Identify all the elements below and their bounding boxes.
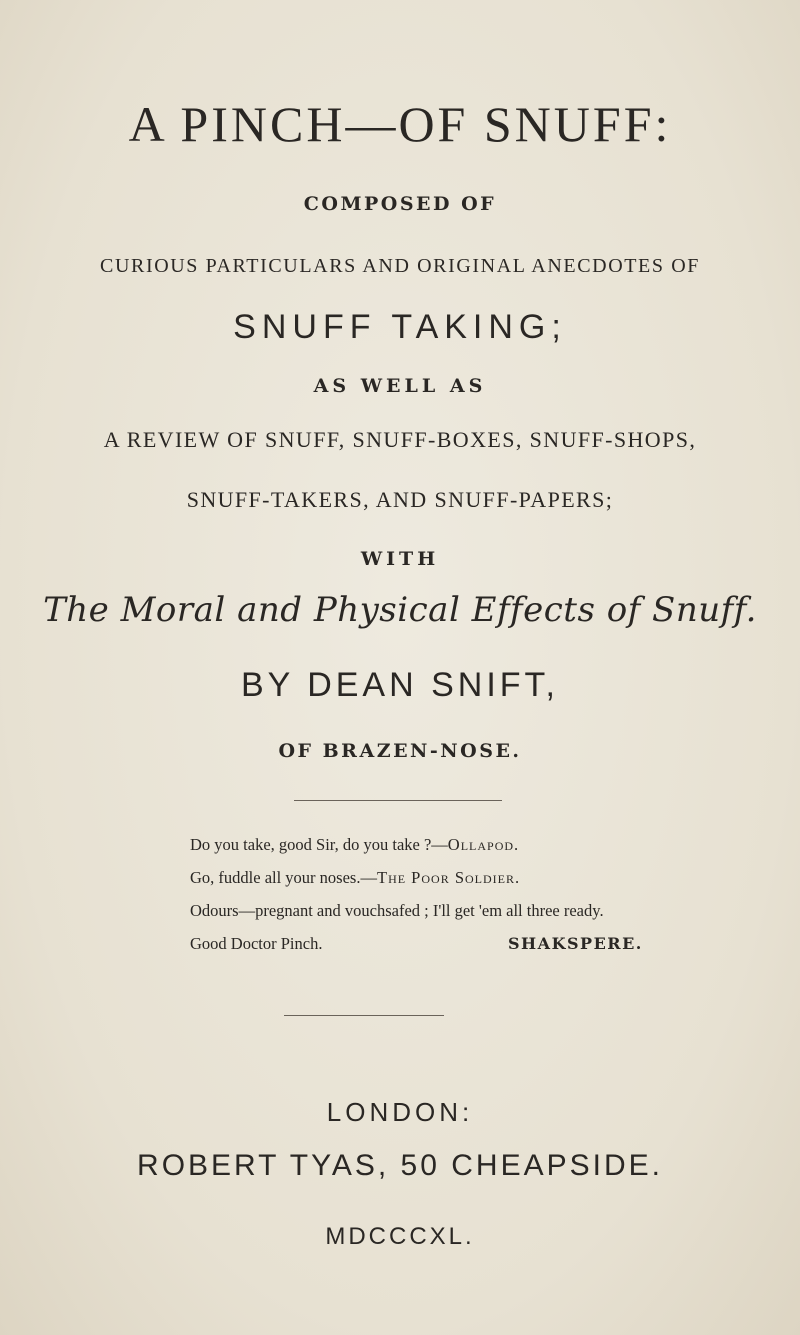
- epigraph-line-1-text: Do you take, good Sir, do you take ?—: [190, 835, 448, 854]
- book-title: A PINCH—OF SNUFF:: [128, 96, 672, 152]
- epigraph-line-2: [190, 868, 520, 888]
- imprint-place: LONDON:: [326, 1097, 474, 1127]
- divider-bottom: [284, 1015, 444, 1016]
- epigraph-line-2-text: Go, fuddle all your noses.—: [190, 868, 377, 887]
- subtitle-review: A REVIEW OF SNUFF, SNUFF-BOXES, SNUFF-SHOPS,: [103, 427, 697, 452]
- subtitle-moral: The Moral and Physical Effects of Snuff.: [43, 590, 757, 630]
- subtitle-curious: CURIOUS PARTICULARS AND ORIGINAL ANECDOTES OF: [100, 255, 700, 277]
- epigraph-line-1: [190, 835, 519, 855]
- epigraph-line-3: Odours—pregnant and vouchsafed ; I'll get 'em all three ready.: [190, 901, 604, 920]
- author-place: OF BRAZEN-NOSE.: [278, 740, 522, 762]
- imprint-year: MDCCCXL.: [325, 1223, 475, 1250]
- with-label: WITH: [360, 548, 440, 570]
- epigraph-line-2-source: The Poor Soldier.: [376, 868, 521, 887]
- subtitle-snuff-taking: SNUFF TAKING;: [233, 308, 567, 346]
- epigraph-line-1-source: Ollapod.: [447, 835, 520, 854]
- imprint-publisher: ROBERT TYAS, 50 CHEAPSIDE.: [137, 1149, 663, 1182]
- composed-of-label: COMPOSED OF: [303, 193, 497, 215]
- epigraph-attribution: SHAKSPERE.: [508, 934, 643, 953]
- subtitle-takers: SNUFF-TAKERS, AND SNUFF-PAPERS;: [186, 487, 614, 512]
- divider-top: [294, 800, 502, 801]
- epigraph-line-4: Good Doctor Pinch.: [190, 934, 323, 953]
- as-well-as-label: AS WELL AS: [313, 375, 487, 397]
- author-line: BY DEAN SNIFT,: [241, 666, 559, 704]
